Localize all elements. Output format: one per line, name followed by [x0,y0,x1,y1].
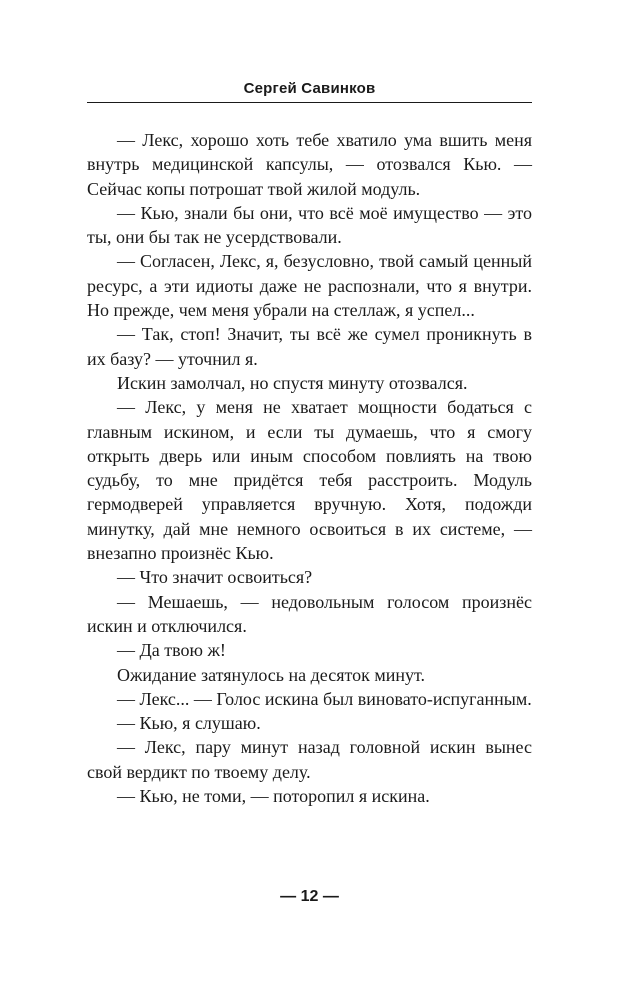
running-head: Сергей Савинков [243,80,376,97]
body-text [87,128,532,808]
paragraph: — Что значит освоиться? [117,567,313,588]
paragraph: — Да твою ж! [117,640,226,661]
paragraph: — Так, стоп! Значит, ты всё же сумел проникнуть в их базу? — уточнил я. [87,324,532,369]
paragraph: — Согласен, Лекс, я, безусловно, твой самый ценный ресурс, а эти идиоты даже не распознали, что я внутри. Но прежде, чем меня убрали на стеллаж, я успел... [87,251,532,321]
paragraph: — Лекс... — Голос искина был виновато-испуганным. [117,688,532,709]
paragraph: — Мешаешь, — недовольным голосом произнёс искин и отключился. [87,591,532,636]
header-rule [87,102,532,103]
paragraph: — Кью, не томи, — поторопил я искина. [117,786,430,807]
paragraph: — Лекс, хорошо хоть тебе хватило ума вшить меня внутрь медицинской капсулы, — отозвался Кью. — Сейчас копы потрошат твой жилой модуль. [87,130,532,199]
paragraph: — Лекс, пару минут назад головной искин вынес свой вердикт по твоему делу. [87,737,532,782]
paragraph: Искин замолчал, но спустя минуту отозвался. [117,372,468,393]
paragraph: — Кью, знали бы они, что всё моё имущество — это ты, они бы так не усердствовали. [87,202,532,248]
page-number: — 12 — [280,888,339,905]
paragraph: Ожидание затянулось на десяток минут. [117,664,426,685]
paragraph: — Лекс, у меня не хватает мощности бодаться с главным искином, и если ты думаешь, что я смогу открыть дверь или иным способом повлиять на твою судьбу, то мне придётся тебя расстроить. Модуль гермодверей управляется вручную. Хотя, подожди минутку, дай мне немного освоиться в их системе, — внезапно произнёс Кью. [87,397,532,564]
paragraph: — Кью, я слушаю. [117,713,261,734]
